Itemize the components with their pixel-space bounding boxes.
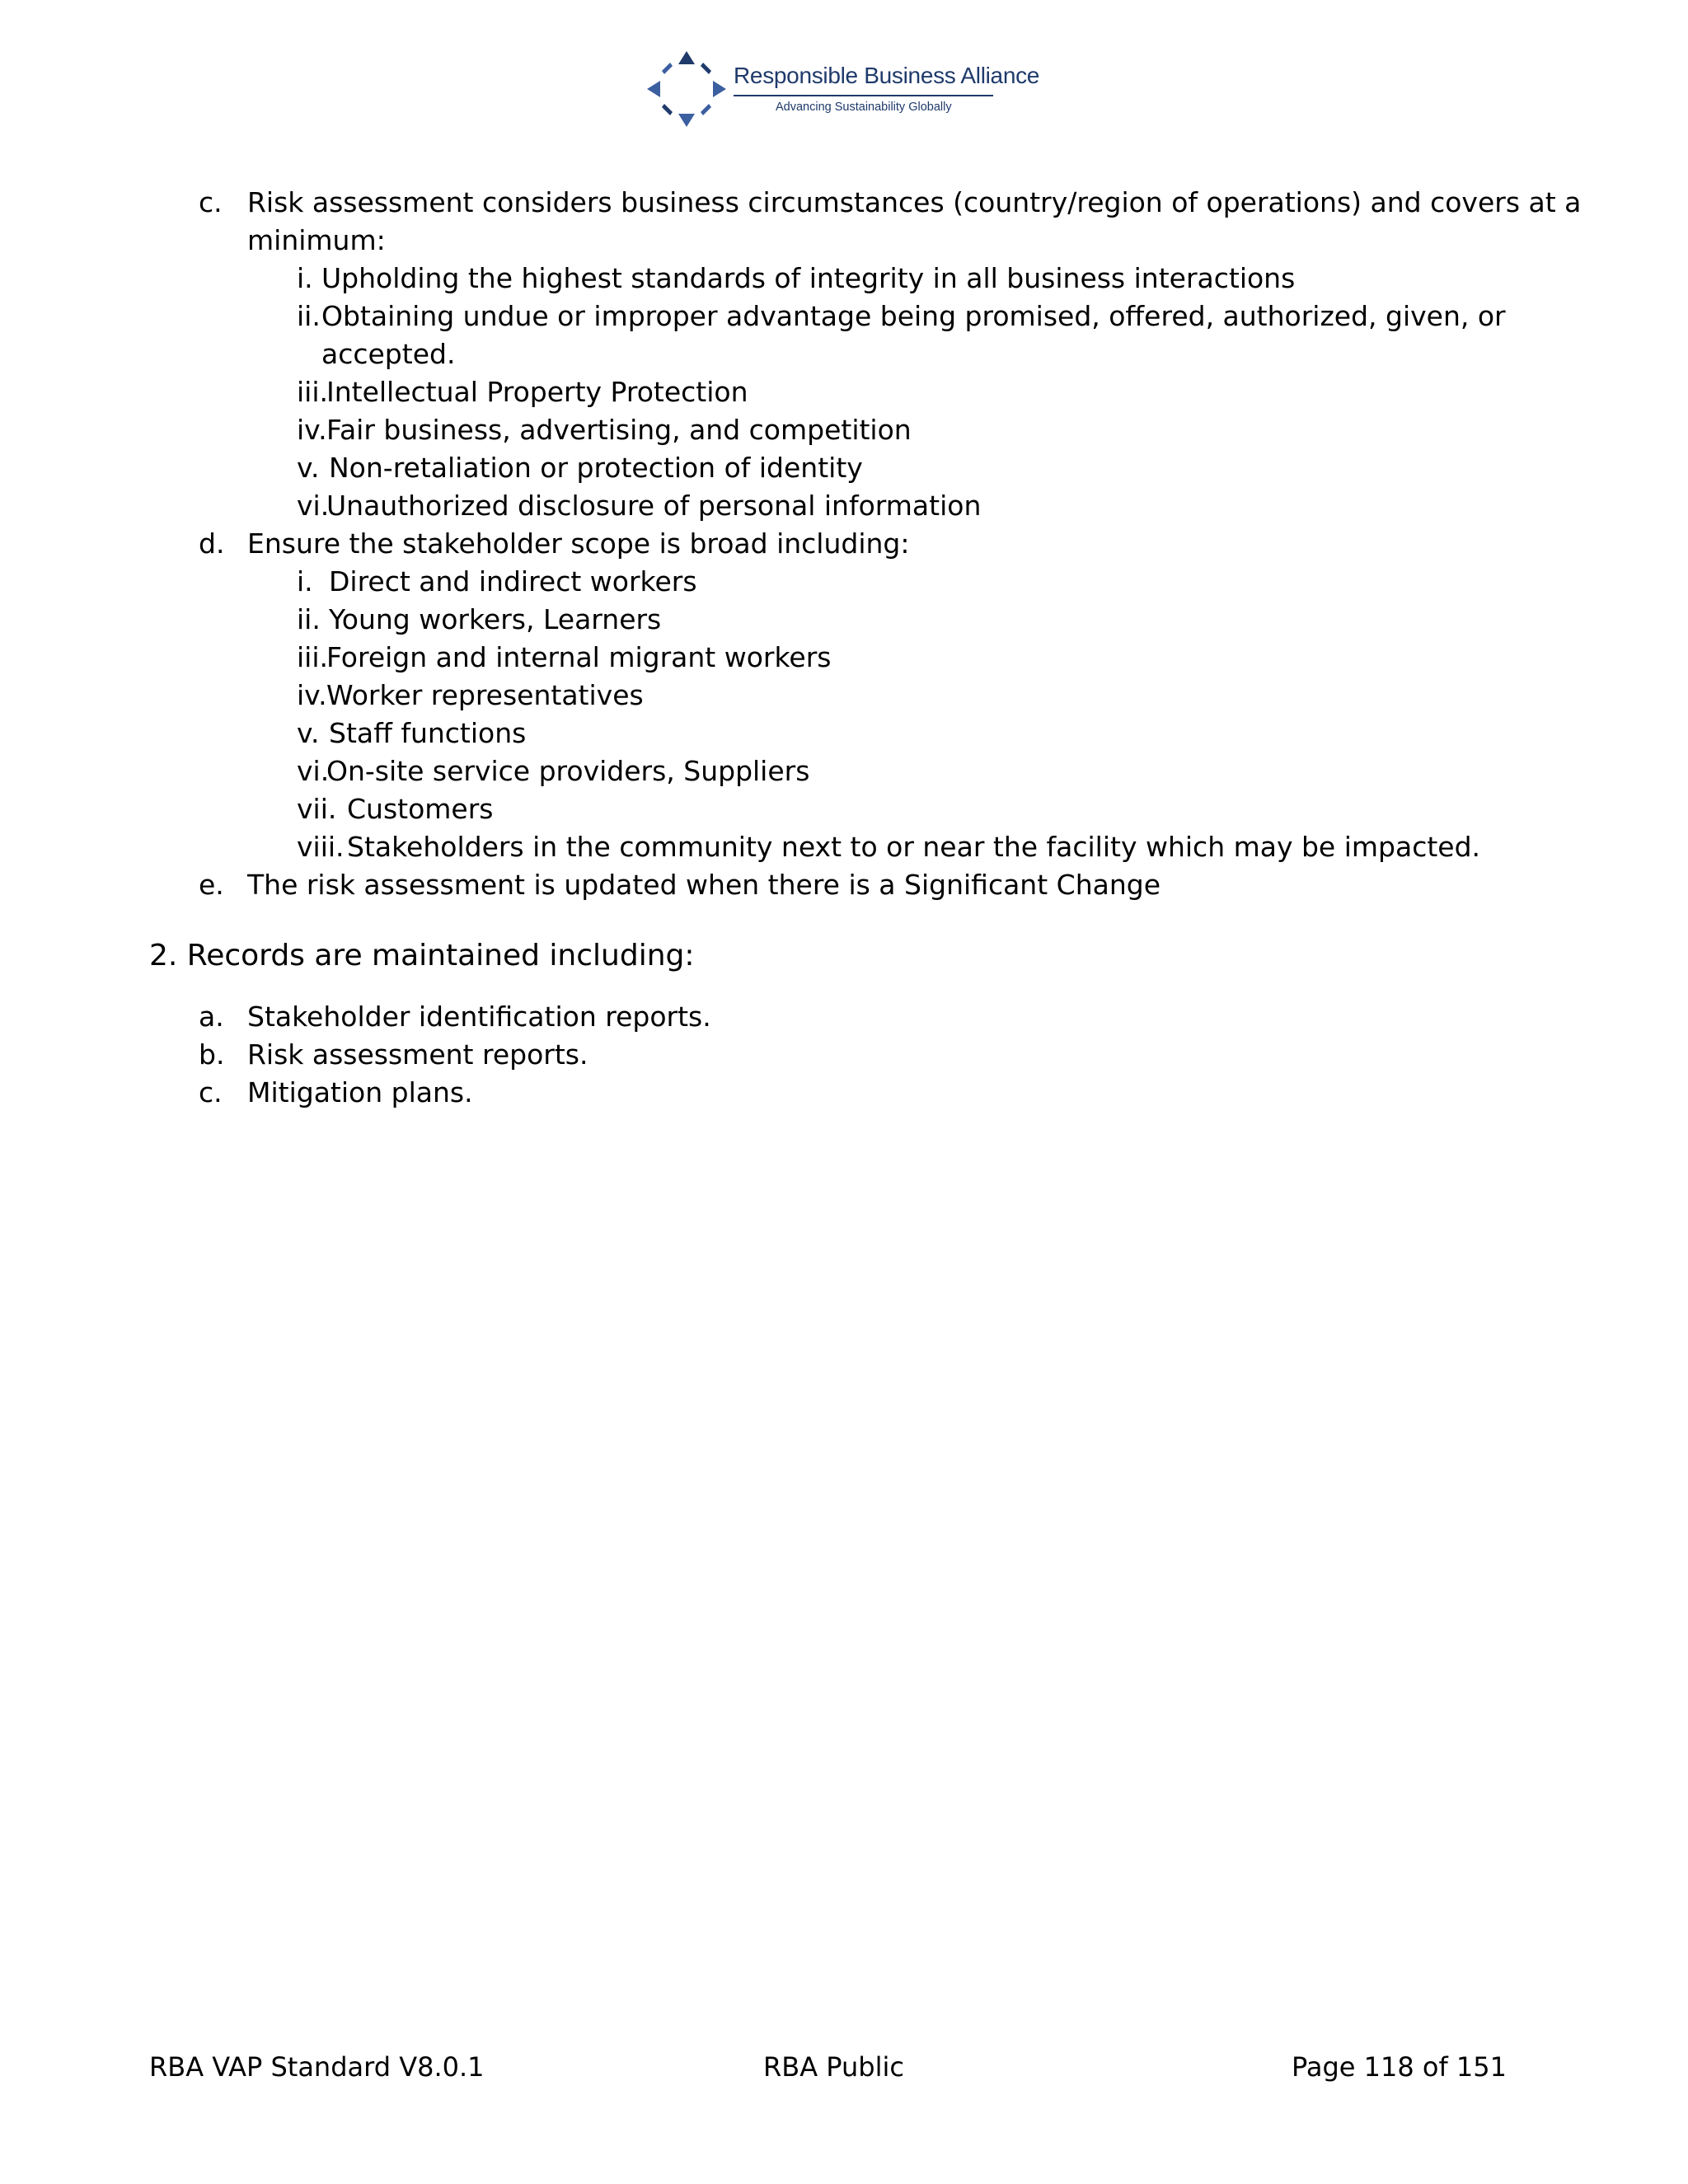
- list-marker: d.: [199, 527, 225, 560]
- rba-compass-icon: [645, 48, 728, 130]
- logo-tagline: Advancing Sustainability Globally: [776, 101, 952, 114]
- list-item: Stakeholders in the community next to or near the facility which may be impacted.: [347, 831, 1481, 863]
- sublist-marker: i.: [297, 565, 313, 598]
- list-item: Upholding the highest standards of integrity in all business interactions: [321, 262, 1296, 294]
- footer-classification: RBA Public: [763, 2051, 904, 2083]
- list-item: Unauthorized disclosure of personal information: [326, 490, 982, 522]
- sublist-marker: viii.: [297, 831, 345, 863]
- list-item: Obtaining undue or improper advantage being promised, offered, authorized, given, or: [321, 300, 1506, 332]
- list-item: Direct and indirect workers: [329, 565, 697, 598]
- sublist-marker: v.: [297, 452, 320, 484]
- sublist-marker: vi.: [297, 490, 330, 522]
- sublist-marker: ii.: [297, 300, 321, 332]
- list-item: Intellectual Property Protection: [326, 376, 748, 408]
- item-d-text: Ensure the stakeholder scope is broad including:: [247, 527, 910, 560]
- list-item: Mitigation plans.: [247, 1076, 473, 1108]
- list-marker: a.: [199, 1001, 224, 1033]
- list-item: On-site service providers, Suppliers: [326, 755, 810, 787]
- list-marker: c.: [199, 186, 223, 218]
- list-item: Fair business, advertising, and competition: [326, 414, 912, 446]
- footer-page-number: Page 118 of 151: [1292, 2051, 1507, 2083]
- item-c-text: Risk assessment considers business circumstances (country/region of operations) and covers at a: [247, 186, 1582, 218]
- list-item: Worker representatives: [326, 679, 644, 711]
- sublist-marker: iii.: [297, 641, 328, 673]
- list-item: Customers: [347, 793, 494, 825]
- item-e-text: The risk assessment is updated when there is a Significant Change: [247, 869, 1160, 901]
- sublist-marker: i.: [297, 262, 313, 294]
- list-marker: c.: [199, 1076, 223, 1108]
- section-heading: 2. Records are maintained including:: [149, 939, 695, 972]
- sublist-marker: vii.: [297, 793, 337, 825]
- footer-doc-version: RBA VAP Standard V8.0.1: [149, 2051, 485, 2083]
- sublist-marker: ii.: [297, 603, 321, 635]
- logo-rule: [734, 95, 993, 96]
- sublist-marker: vi.: [297, 755, 330, 787]
- logo-title: Responsible Business Alliance: [734, 63, 1040, 88]
- sublist-marker: v.: [297, 717, 320, 749]
- list-marker: e.: [199, 869, 224, 901]
- sublist-marker: iv.: [297, 414, 327, 446]
- item-c-text-cont: minimum:: [247, 224, 386, 256]
- sublist-marker: iii.: [297, 376, 328, 408]
- list-item: Risk assessment reports.: [247, 1038, 588, 1071]
- list-marker: b.: [199, 1038, 225, 1071]
- list-item-cont: accepted.: [321, 338, 456, 370]
- rba-logo: [645, 48, 1040, 130]
- list-item: Non-retaliation or protection of identity: [329, 452, 863, 484]
- list-item: Foreign and internal migrant workers: [326, 641, 832, 673]
- list-item: Stakeholder identification reports.: [247, 1001, 711, 1033]
- list-item: Young workers, Learners: [329, 603, 662, 635]
- sublist-marker: iv.: [297, 679, 327, 711]
- list-item: Staff functions: [329, 717, 527, 749]
